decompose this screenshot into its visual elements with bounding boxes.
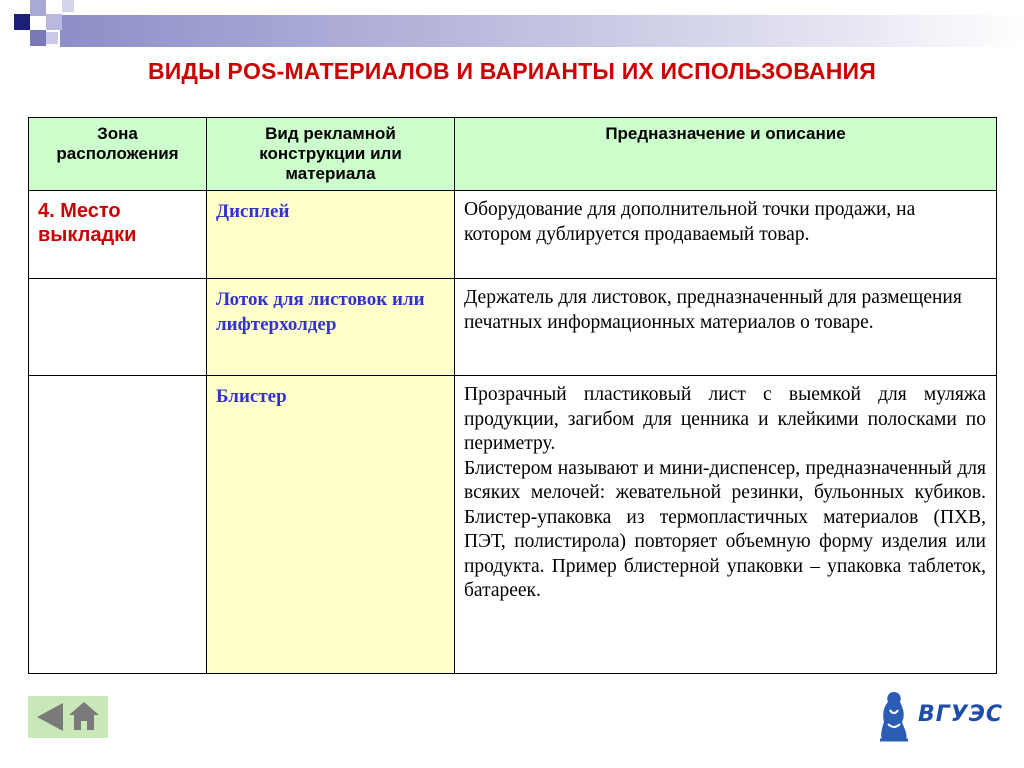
- table-row: [29, 191, 997, 279]
- university-logo: [874, 688, 1004, 744]
- header-description: Предназначение и описание: [455, 118, 997, 191]
- description-paragraph: Прозрачный пластиковый лист с выемкой для муляжа продукции, загибом для ценника и клейкими полосками по периметру.: [464, 384, 986, 454]
- decoration-square: [30, 30, 46, 46]
- description-paragraph: Блистером называют и мини-диспенсер, предназначенный для всяких мелочей: жевательной резинки, бульонных кубиков. Блистер-упаковка из термопластичных материалов (ПХВ, ПЭТ, полистирола) повторяет объемную форму изделия или продукта. Пример блистерной упаковки – упаковка таблеток, батареек.: [464, 457, 986, 601]
- slide-title: ВИДЫ POS-МАТЕРИАЛОВ И ВАРИАНТЫ ИХ ИСПОЛЬЗОВАНИЯ: [147, 58, 876, 84]
- zone-cell: [29, 376, 207, 674]
- header-zone: Зона расположения: [29, 118, 207, 191]
- description-paragraph: Держатель для листовок, предназначенный для размещения печатных информационных материалов о товаре.: [464, 287, 962, 333]
- zone-cell: [29, 279, 207, 376]
- table-row: [29, 279, 997, 376]
- home-icon[interactable]: [69, 702, 99, 732]
- zone-cell: 4. Место выкладки: [29, 191, 207, 279]
- figure-emblem-icon: [874, 688, 914, 744]
- type-cell: Блистер: [207, 376, 455, 674]
- type-cell: Дисплей: [207, 191, 455, 279]
- type-cell: Лоток для листовок или лифтерхолдер: [207, 279, 455, 376]
- decoration-square: [14, 14, 30, 30]
- decoration-square: [30, 0, 46, 16]
- decoration-square: [46, 32, 58, 44]
- triangle-left-icon[interactable]: [37, 703, 63, 731]
- pos-materials-table: [28, 117, 997, 674]
- decoration-square: [46, 14, 62, 30]
- decoration-square: [62, 0, 74, 12]
- top-decoration-bar: [60, 15, 1024, 47]
- description-cell: [455, 191, 997, 279]
- description-cell: [455, 376, 997, 674]
- header-type: Вид рекламной конструкции или материала: [207, 118, 455, 191]
- navigation-buttons: [28, 696, 108, 738]
- description-paragraph: Оборудование для дополнительной точки продажи, на котором дублируется продаваемый товар.: [464, 199, 916, 245]
- table-header-row: [29, 118, 997, 191]
- logo-text: ВГУЭС: [918, 702, 1004, 727]
- description-cell: [455, 279, 997, 376]
- table-row: [29, 376, 997, 674]
